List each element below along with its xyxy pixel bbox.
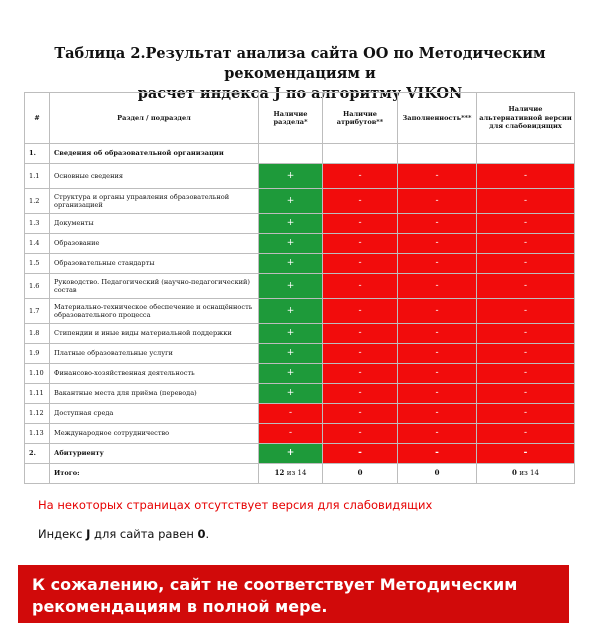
cell-alt: -: [477, 254, 575, 274]
cell-presence: -: [259, 424, 323, 444]
header-filled: Заполненность***: [398, 93, 477, 144]
table-row: [25, 444, 575, 464]
table-row: [25, 384, 575, 404]
total-presence-value: 12: [274, 468, 285, 478]
row-section-name: Финансово-хозяйственная деятельность: [50, 364, 259, 384]
total-alt-value: 0: [512, 468, 517, 478]
table-row: [25, 344, 575, 364]
row-number: 1.: [25, 144, 50, 164]
index-letter: J: [86, 527, 91, 541]
row-section-name: Международное сотрудничество: [50, 424, 259, 444]
cell-presence: -: [259, 404, 323, 424]
table-row: [25, 214, 575, 234]
cell-attributes: -: [323, 384, 398, 404]
cell-presence: +: [259, 214, 323, 234]
cell-presence: +: [259, 344, 323, 364]
table-row: [25, 404, 575, 424]
cell-alt: -: [477, 164, 575, 189]
cell-filled: -: [398, 254, 477, 274]
cell-filled: -: [398, 384, 477, 404]
table-row: [25, 324, 575, 344]
cell-attributes: -: [323, 424, 398, 444]
table-row: [25, 274, 575, 299]
row-section-name: Платные образовательные услуги: [50, 344, 259, 364]
cell-alt: -: [477, 299, 575, 324]
row-number: 1.5: [25, 254, 50, 274]
cell-attributes: -: [323, 189, 398, 214]
total-attributes: 0: [323, 464, 398, 484]
cell-attributes: -: [323, 274, 398, 299]
index-middle: для сайта равен: [90, 527, 198, 541]
cell-attributes: -: [323, 364, 398, 384]
table-row: [25, 189, 575, 214]
cell-presence: +: [259, 324, 323, 344]
table-row: [25, 364, 575, 384]
header-presence: Наличие раздела*: [259, 93, 323, 144]
cell-filled: -: [398, 234, 477, 254]
cell-attributes: -: [323, 254, 398, 274]
row-section-name: Руководство. Педагогический (научно-педагогический) состав: [50, 274, 259, 299]
cell-filled: -: [398, 214, 477, 234]
table-row: [25, 234, 575, 254]
cell-alt: -: [477, 234, 575, 254]
cell-attributes: -: [323, 344, 398, 364]
total-presence-of: из 14: [286, 469, 307, 478]
row-section-name: Материально-техническое обеспечение и оснащённость образовательного процесса: [50, 299, 259, 324]
cell-attributes: -: [323, 404, 398, 424]
row-number: 1.4: [25, 234, 50, 254]
table-header-row: [25, 93, 575, 144]
row-section-name: Структура и органы управления образовательной организацией: [50, 189, 259, 214]
row-number: 1.9: [25, 344, 50, 364]
cell-attributes: -: [323, 164, 398, 189]
cell-alt: -: [477, 364, 575, 384]
index-statement: [38, 527, 209, 541]
row-number: 1.2: [25, 189, 50, 214]
total-row: [25, 464, 575, 484]
total-alt: [477, 464, 575, 484]
header-num: #: [25, 93, 50, 144]
row-section-name: Образование: [50, 234, 259, 254]
cell-presence: +: [259, 364, 323, 384]
cell-filled: -: [398, 164, 477, 189]
header-section: Раздел / подраздел: [50, 93, 259, 144]
total-num-cell: [25, 464, 50, 484]
index-value: 0: [197, 527, 206, 541]
cell-filled: [398, 144, 477, 164]
row-number: 1.10: [25, 364, 50, 384]
cell-presence: +: [259, 384, 323, 404]
title-line-2: расчет индекса J по алгоритму VIKON: [137, 85, 463, 102]
conclusion-banner: [18, 565, 569, 623]
cell-filled: -: [398, 404, 477, 424]
cell-alt: -: [477, 214, 575, 234]
cell-filled: -: [398, 274, 477, 299]
cell-alt: -: [477, 444, 575, 464]
cell-alt: -: [477, 424, 575, 444]
header-attributes: Наличие атрибутов**: [323, 93, 398, 144]
cell-presence: +: [259, 234, 323, 254]
index-prefix: Индекс: [38, 527, 87, 541]
total-label: Итого:: [50, 464, 259, 484]
accessibility-note: На некоторых страницах отсутствует версия для слабовидящих: [38, 498, 433, 512]
cell-presence: +: [259, 254, 323, 274]
cell-alt: -: [477, 274, 575, 299]
cell-attributes: -: [323, 214, 398, 234]
cell-presence: +: [259, 274, 323, 299]
cell-filled: -: [398, 424, 477, 444]
row-section-name: Абитуриенту: [50, 444, 259, 464]
cell-presence: +: [259, 444, 323, 464]
cell-presence: +: [259, 164, 323, 189]
row-number: 1.8: [25, 324, 50, 344]
cell-filled: -: [398, 299, 477, 324]
cell-filled: -: [398, 344, 477, 364]
table-body: [25, 144, 575, 464]
row-number: 1.3: [25, 214, 50, 234]
cell-filled: -: [398, 444, 477, 464]
row-number: 1.12: [25, 404, 50, 424]
table-row: [25, 424, 575, 444]
total-alt-of: из 14: [519, 469, 539, 478]
index-suffix: .: [205, 527, 210, 541]
banner-line-2: рекомендациям в полной мере.: [32, 597, 328, 616]
table-row: [25, 144, 575, 164]
cell-alt: -: [477, 344, 575, 364]
header-alt-version: Наличие альтернативной версии для слабовидящих: [477, 93, 575, 144]
row-number: 1.1: [25, 164, 50, 189]
cell-presence: +: [259, 299, 323, 324]
row-section-name: Доступная среда: [50, 404, 259, 424]
row-number: 1.7: [25, 299, 50, 324]
cell-attributes: -: [323, 324, 398, 344]
row-section-name: Сведения об образовательной организации: [50, 144, 259, 164]
total-presence: [259, 464, 323, 484]
cell-filled: -: [398, 324, 477, 344]
cell-alt: -: [477, 324, 575, 344]
row-number: 2.: [25, 444, 50, 464]
row-section-name: Основные сведения: [50, 164, 259, 189]
cell-filled: -: [398, 189, 477, 214]
table-row: [25, 299, 575, 324]
row-number: 1.11: [25, 384, 50, 404]
row-section-name: Стипендии и иные виды материальной поддержки: [50, 324, 259, 344]
total-filled: 0: [398, 464, 477, 484]
row-number: 1.13: [25, 424, 50, 444]
cell-presence: +: [259, 189, 323, 214]
banner-line-1: К сожалению, сайт не соответствует Методическим: [32, 575, 518, 594]
results-table: [24, 92, 575, 484]
cell-alt: -: [477, 404, 575, 424]
cell-alt: -: [477, 384, 575, 404]
cell-presence: [259, 144, 323, 164]
title-line-1: Таблица 2.Результат анализа сайта ОО по Методическим рекомендациям и: [54, 45, 546, 82]
cell-attributes: -: [323, 444, 398, 464]
cell-alt: [477, 144, 575, 164]
cell-attributes: -: [323, 299, 398, 324]
row-section-name: Документы: [50, 214, 259, 234]
row-section-name: Образовательные стандарты: [50, 254, 259, 274]
cell-attributes: -: [323, 234, 398, 254]
cell-attributes: [323, 144, 398, 164]
row-number: 1.6: [25, 274, 50, 299]
row-section-name: Вакантные места для приёма (перевода): [50, 384, 259, 404]
table-row: [25, 254, 575, 274]
cell-filled: -: [398, 364, 477, 384]
cell-alt: -: [477, 189, 575, 214]
table-row: [25, 164, 575, 189]
